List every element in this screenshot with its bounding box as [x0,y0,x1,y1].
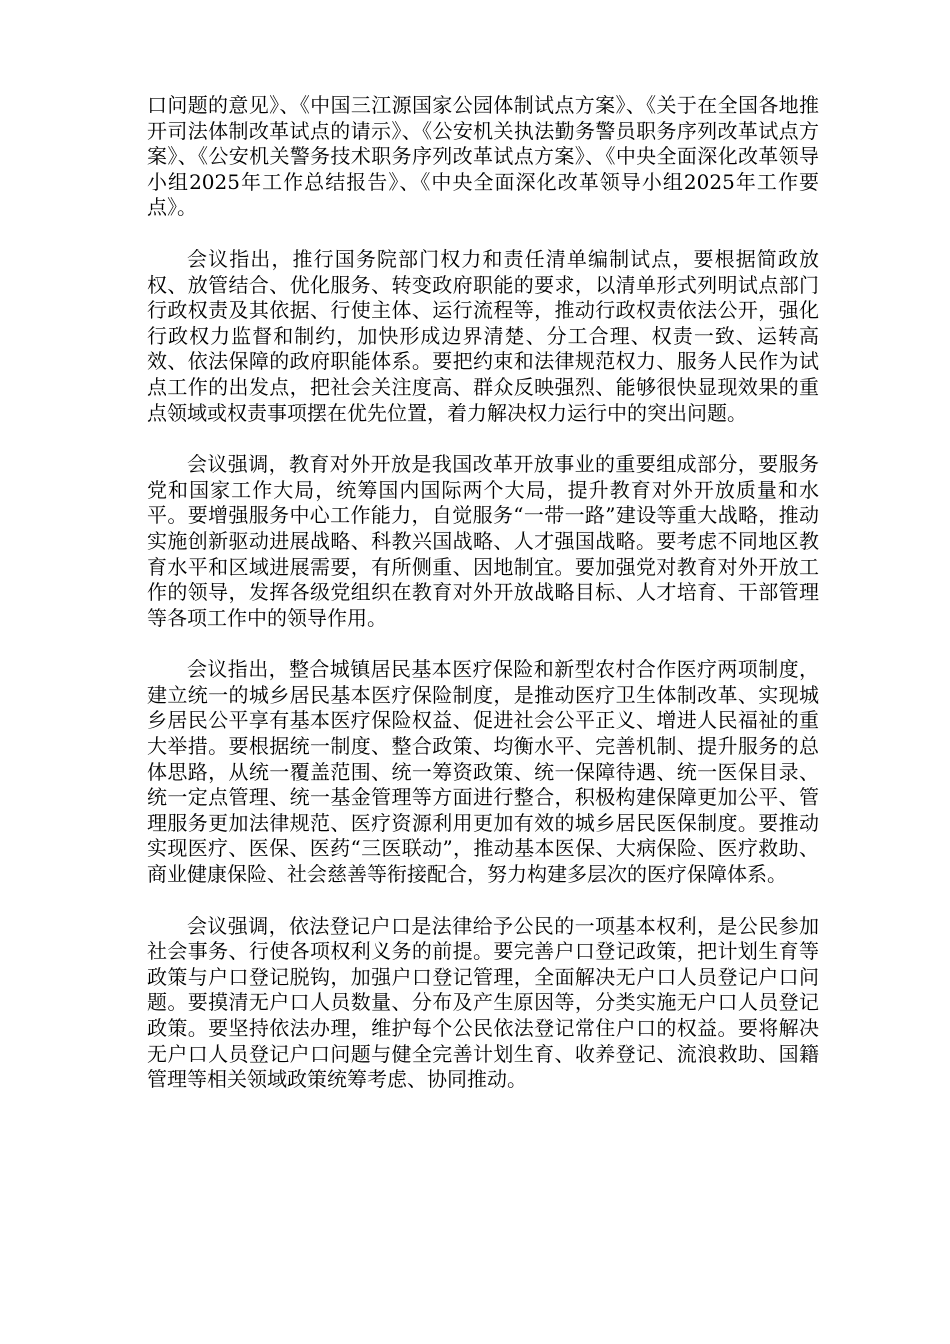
paragraph-household-registration: 会议强调，依法登记户口是法律给予公民的一项基本权利，是公民参加社会事务、行使各项权利义务的前提。要完善户口登记政策，把计划生育等政策与户口登记脱钩，加强户口登记管理，全面解决无户口人员登记户口问题。要摸清无户口人员数量、分布及产生原因等，分类实施无户口人员登记政策。要坚持依法办理，维护每个公民依法登记常住户口的权益。要将解决无户口人员登记户口问题与健全完善计划生育、收养登记、流浪救助、国籍管理等相关领域政策统筹考虑、协同推动。 [147,913,819,1092]
paragraph-medical-insurance: 会议指出，整合城镇居民基本医疗保险和新型农村合作医疗两项制度，建立统一的城乡居民基本医疗保险制度，是推动医疗卫生体制改革、实现城乡居民公平享有基本医疗保险权益、促进社会公平正义、增进人民福祉的重大举措。要根据统一制度、整合政策、均衡水平、完善机制、提升服务的总体思路，从统一覆盖范围、统一筹资政策、统一保障待遇、统一医保目录、统一定点管理、统一基金管理等方面进行整合，积极构建保障更加公平、管理服务更加法律规范、医疗资源利用更加有效的城乡居民医保制度。要推动实现医疗、医保、医药“三医联动”，推动基本医保、大病保险、医疗救助、商业健康保险、社会慈善等衔接配合，努力构建多层次的医疗保障体系。 [147,657,819,887]
paragraph-education-opening: 会议强调，教育对外开放是我国改革开放事业的重要组成部分，要服务党和国家工作大局，统筹国内国际两个大局，提升教育对外开放质量和水平。要增强服务中心工作能力，自觉服务“一带一路”建设等重大战略，推动实施创新驱动进展战略、科教兴国战略、人才强国战略。要考虑不同地区教育水平和区域进展需要，有所侧重、因地制宜。要加强党对教育对外开放工作的领导，发挥各级党组织在教育对外开放战略目标、人才培育、干部管理等各项工作中的领导作用。 [147,452,819,630]
paragraph-continuation: 口问题的意见》、《中国三江源国家公园体制试点方案》、《关于在全国各地推开司法体制改革试点的请示》、《公安机关执法勤务警员职务序列改革试点方案》、《公安机关警务技术职务序列改革试点方案》、《中央全面深化改革领导小组2025年工作总结报告》、《中央全面深化改革领导小组2025年工作要点》。 [147,93,819,220]
paragraph-power-responsibility-list: 会议指出，推行国务院部门权力和责任清单编制试点，要根据简政放权、放管结合、优化服务、转变政府职能的要求，以清单形式列明试点部门行政权责及其依据、行使主体、运行流程等，推动行政权责依法公开，强化行政权力监督和制约，加快形成边界清楚、分工合理、权责一致、运转高效、依法保障的政府职能体系。要把约束和法律规范权力、服务人民作为试点工作的出发点，把社会关注度高、群众反映强烈、能够很快显现效果的重点领域或权责事项摆在优先位置，着力解决权力运行中的突出问题。 [147,246,819,425]
document-body [147,93,819,1093]
